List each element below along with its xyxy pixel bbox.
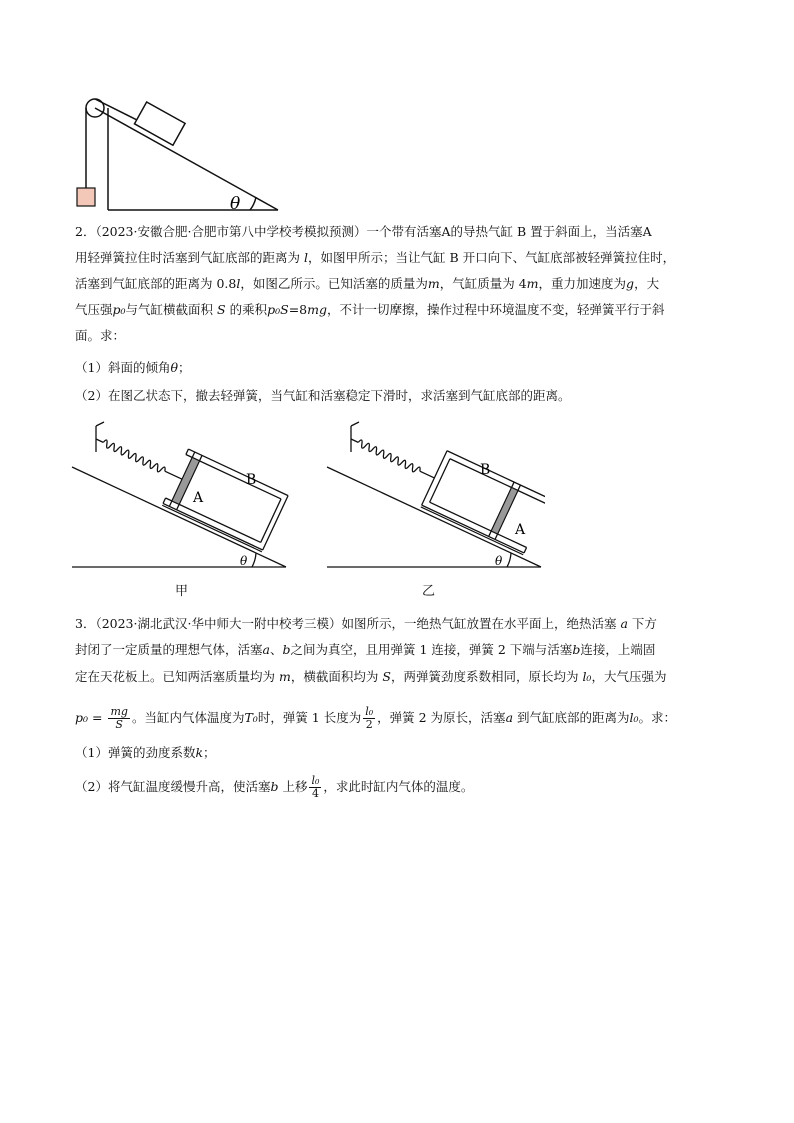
label-A: A — [193, 490, 204, 506]
theta-label: θ — [230, 194, 241, 214]
theta-label: θ — [495, 554, 503, 568]
figure-incline-pulley — [70, 90, 290, 215]
q2-line1: 2．（2023·安徽合肥·合肥市第八中学校考模拟预测）一个带有活塞A的导热气缸 B 置于斜面上，当活塞A — [75, 224, 652, 239]
q2-line3: 活塞到气缸底部的距离为 0.8l，如图乙所示。已知活塞的质量为m，气缸质量为 4m，重力加速度为g，大 — [75, 276, 660, 291]
q3-line3: 定在天花板上。已知两活塞质量均为 m，横截面积均为 S，两弹簧劲度系数相同，原长均为 l₀，大气压强为 — [75, 669, 667, 684]
q2-sub1: （1）斜面的倾角θ； — [75, 360, 191, 375]
q3-line2: 封闭了一定质量的理想气体，活塞a、b之间为真空，且用弹簧 1 连接，弹簧 2 下端与活塞b连接，上端固 — [75, 642, 656, 657]
q3-sub1: （1）弹簧的劲度系数k； — [75, 745, 216, 760]
label-B: B — [246, 472, 257, 488]
label-A: A — [515, 522, 526, 538]
fraction-l0-over-4: $\frac{\text{l₀}}{4}$ — [311, 774, 320, 800]
q2-line2: 用轻弹簧拉住时活塞到气缸底部的距离为 l，如图甲所示；当让气缸 B 开口向下、气缸底部被轻弹簧拉住时， — [75, 250, 676, 265]
q3-sub2: （2）将气缸温度缓慢升高，使活塞b 上移 $\frac{\text{l₀}}{4}$ ，求此时缸内气体的温度。 — [75, 774, 474, 800]
theta-label: θ — [240, 554, 248, 568]
q2-line5: 面。求： — [75, 328, 126, 343]
figure-jia — [70, 412, 290, 574]
caption-yi: 乙 — [422, 584, 436, 599]
q2-line4: 气压强p₀与气缸横截面积 S 的乘积p₀S=8mg，不计一切摩擦，操作过程中环境温度不变，轻弹簧平行于斜 — [75, 302, 665, 317]
figure-yi — [325, 412, 545, 574]
fraction-l0-over-2: $\frac{\text{l₀}}{2}$ — [365, 705, 374, 731]
caption-jia: 甲 — [175, 584, 189, 599]
q2-sub2: （2）在图乙状态下，撤去轻弹簧，当气缸和活塞稳定下滑时，求活塞到气缸底部的距离。 — [75, 388, 571, 403]
q3-line1: 3．（2023·湖北武汉·华中师大一附中校考三模）如图所示，一绝热气缸放置在水平面上，绝热活塞 a 下方 — [75, 616, 657, 631]
q3-line4: p₀ = $\frac{mg}{S}$ 。当缸内气体温度为T₀时，弹簧 1 长度为 $\frac{\text{l₀}}{2}$ ，弹簧 2 为原长，活塞a 到气缸底部的距离为l₀。求： — [75, 705, 677, 731]
fraction-mg-over-S: $\frac{mg}{S}$ — [110, 705, 128, 731]
label-B: B — [480, 462, 491, 478]
